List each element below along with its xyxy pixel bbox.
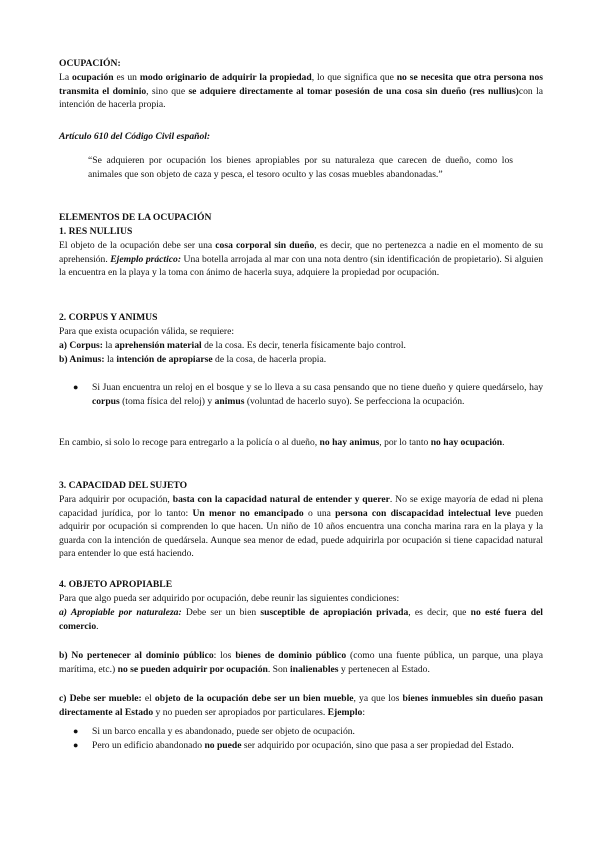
section-title-ocupacion: OCUPACIÓN: bbox=[59, 58, 121, 69]
article-quote: “Se adquieren por ocupación los bienes apropiables por su naturaleza que carecen de dueño, como los animales que son objeto de caza y pesca, el tesoro oculto y las cosas muebles abandonadas.” bbox=[88, 155, 513, 180]
bold-text: inalienables bbox=[289, 663, 339, 675]
article-heading: Artículo 610 del Código Civil español: bbox=[59, 131, 211, 142]
paragraph-corpus: a) Corpus: la aprehensión material de la cosa. Es decir, tenerla físicamente bajo control. bbox=[59, 340, 406, 351]
list-item-text: Si un barco encalla y es abandonado, puede ser objeto de ocupación. bbox=[92, 726, 355, 737]
bold-text: susceptible de apropiación privada bbox=[260, 607, 409, 618]
bold-text: ocupación bbox=[72, 72, 114, 83]
paragraph-mueble: c) Debe ser mueble: el objeto de la ocupación debe ser un bien mueble, ya que los bienes inmuebles sin dueño pasan directamente al Estado y no pueden ser apropiados por particulares. Ejemplo: bbox=[59, 693, 543, 718]
list-item-text: Pero un edificio abandonado no puede ser adquirido por ocupación, sino que pasa a ser propiedad del Estado. bbox=[92, 740, 514, 751]
subsection-corpus-animus: 2. CORPUS Y ANIMUS bbox=[59, 312, 158, 323]
bold-text: no hay ocupación bbox=[430, 437, 503, 448]
bold-text: b) Animus: bbox=[59, 354, 105, 365]
bold-text: intención de apropiarse bbox=[116, 354, 213, 365]
bold-text: corpus bbox=[92, 395, 120, 407]
bold-text: persona con discapacidad intelectual leve bbox=[335, 507, 512, 519]
paragraph-res-nullius: El objeto de la ocupación debe ser una cosa corporal sin dueño, es decir, que no pertenezca a nadie en el momento de su aprehensión. Ejemplo práctico: Una botella arrojada al mar con una nota dentro (sin identificación de propietario). Si alguien la encuentra en la playa y la toma con ánimo de hacerla suya, adquiere la propiedad por ocupación. bbox=[59, 240, 544, 278]
bold-text: aprehensión material bbox=[114, 340, 202, 351]
bullet-icon: ● bbox=[73, 740, 79, 750]
bold-italic-text: a) Apropiable por naturaleza: bbox=[59, 607, 182, 618]
subsection-capacidad: 3. CAPACIDAD DEL SUJETO bbox=[59, 480, 188, 491]
paragraph-requirements-intro: Para que exista ocupación válida, se requiere: bbox=[59, 326, 235, 337]
bold-text: no puede bbox=[204, 740, 242, 751]
bold-text: no esté fuera del comercio bbox=[59, 607, 543, 632]
bold-text: cosa corporal sin dueño bbox=[215, 240, 315, 251]
bold-text: Un menor no emancipado bbox=[192, 507, 304, 519]
bold-text: bienes de dominio público bbox=[235, 650, 347, 661]
bold-text: c) Debe ser mueble: bbox=[59, 693, 142, 704]
paragraph-dominio-publico: b) No pertenecer al dominio público: los bienes de dominio público (como una fuente pública, un parque, una playa marítima, etc.) no se pueden adquirir por ocupación. Son inalienables y pertenecen al Estado. bbox=[59, 650, 543, 675]
paragraph-animus: b) Animus: la intención de apropiarse de la cosa, de hacerla propia. bbox=[59, 354, 327, 365]
bold-text: a) Corpus: bbox=[59, 340, 103, 351]
bullet-icon: ● bbox=[73, 382, 79, 392]
paragraph-objeto-intro: Para que algo pueda ser adquirido por ocupación, debe reunir las siguientes condiciones: bbox=[59, 593, 400, 604]
bold-text: no se necesita que otra persona nos transmita el dominio bbox=[59, 72, 543, 97]
paragraph-closing: En cambio, si solo lo recoge para entregarlo a la policía o al dueño, no hay animus, por lo tanto no hay ocupación. bbox=[59, 437, 505, 448]
bold-text: bienes inmuebles sin dueño pasan directamente al Estado bbox=[59, 693, 543, 718]
bold-italic-text: Ejemplo práctico: bbox=[110, 253, 182, 265]
subsection-res-nullius: 1. RES NULLIUS bbox=[59, 226, 133, 237]
section-title-elementos: ELEMENTOS DE LA OCUPACIÓN bbox=[59, 212, 212, 223]
bold-text: animus bbox=[214, 395, 245, 407]
list-item-text: Si Juan encuentra un reloj en el bosque y se lo lleva a su casa pensando que no tiene dueño y quiere quedárselo, hay corpus (toma física del reloj) y animus (voluntad de hacerlo suyo). Se perfecciona la ocupación. bbox=[92, 382, 543, 407]
paragraph-apropiable: a) Apropiable por naturaleza: Debe ser un bien susceptible de apropiación privada, es decir, que no esté fuera del comercio. bbox=[59, 607, 543, 632]
bold-text: se adquiere directamente al tomar posesión de una cosa sin dueño (res nullius) bbox=[188, 85, 519, 97]
bold-text: b) No pertenecer al dominio público bbox=[59, 650, 214, 661]
bold-text: no hay animus bbox=[319, 437, 380, 448]
paragraph-definition: La ocupación es un modo originario de adquirir la propiedad, lo que significa que no se necesita que otra persona nos transmita el dominio, sino que se adquiere directamente al tomar posesión de una cosa sin dueño (res nullius)con la intención de hacerla propia. bbox=[59, 72, 543, 110]
bullet-icon: ● bbox=[73, 726, 79, 736]
bold-text: modo originario de adquirir la propiedad bbox=[139, 72, 312, 83]
bold-text: basta con la capacidad natural de entender y querer bbox=[172, 494, 390, 505]
subsection-objeto-apropiable: 4. OBJETO APROPIABLE bbox=[59, 579, 173, 590]
bold-text: Ejemplo bbox=[327, 706, 363, 718]
bold-text: no se pueden adquirir por ocupación bbox=[117, 663, 268, 675]
paragraph-capacidad: Para adquirir por ocupación, basta con la capacidad natural de entender y querer. No se exige mayoría de edad ni plena capacidad jurídica, por lo tanto: Un menor no emancipado o una persona con discapacidad intelectual leve pueden adquirir por ocupación si comprenden lo que hacen. Un niño de 10 años encuentra una concha marina rara en la playa y la guarda con la intención de quedársela. Aunque sea menor de edad, puede adquirirla por ocupación si tiene capacidad natural para entender lo que está haciendo. bbox=[59, 494, 544, 559]
bold-text: objeto de la ocupación debe ser un bien mueble bbox=[154, 693, 354, 704]
